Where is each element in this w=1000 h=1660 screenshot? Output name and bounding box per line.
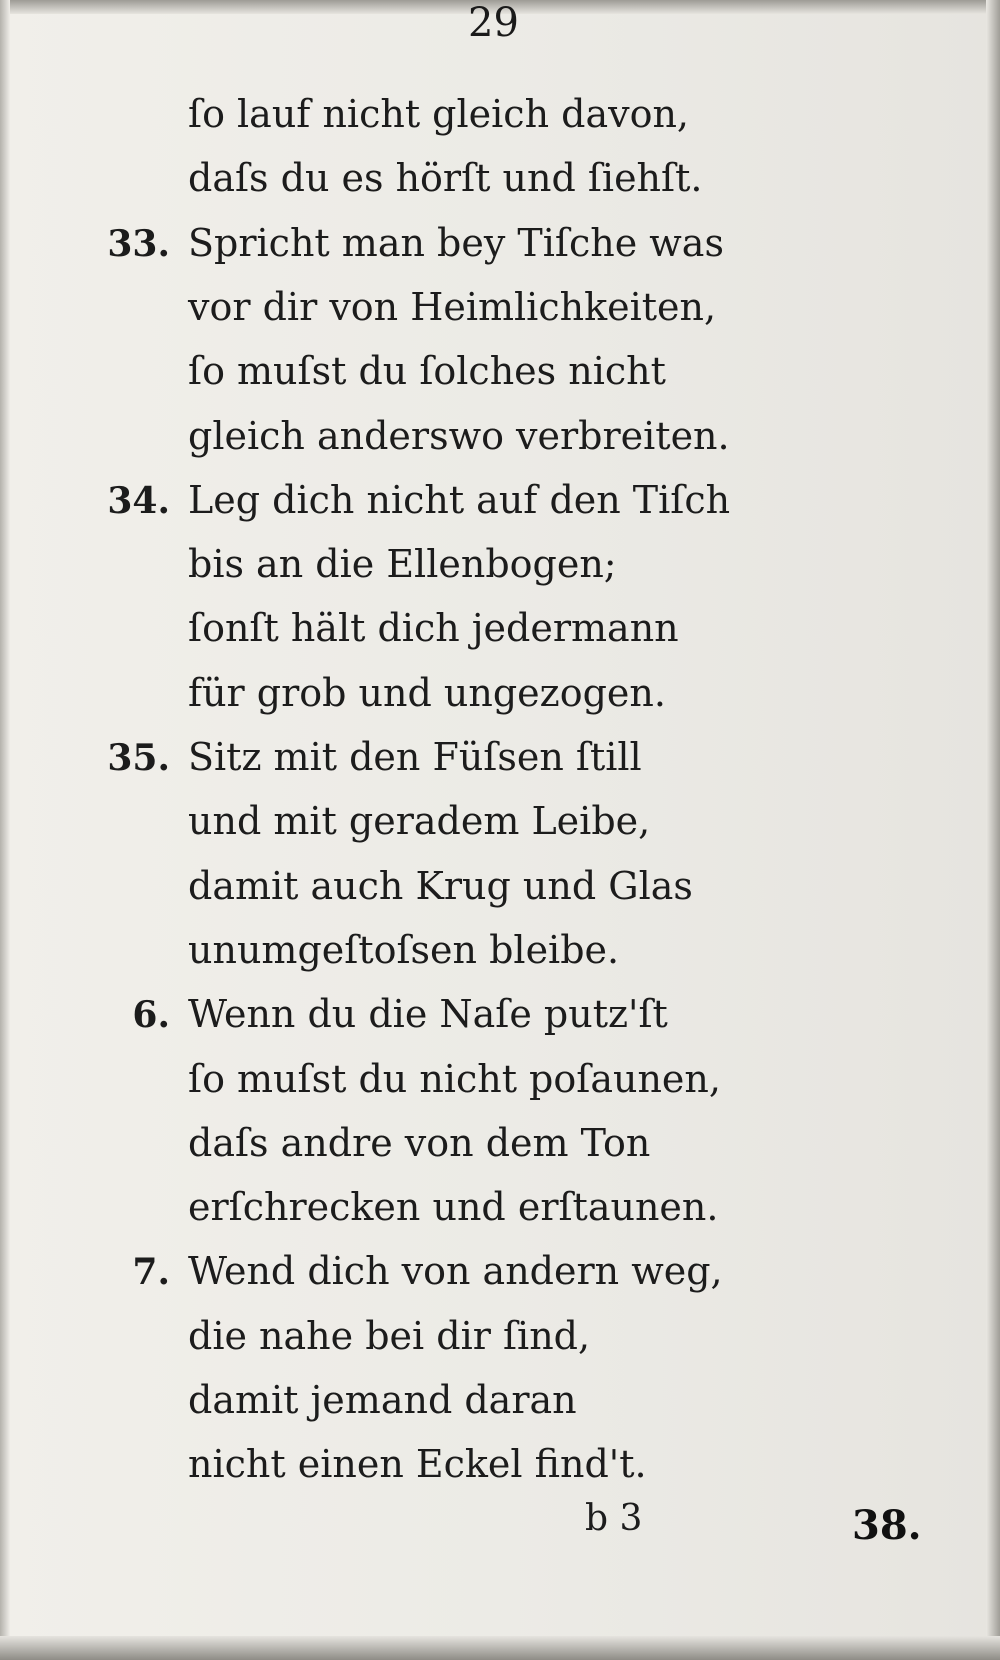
verse-line: unumgeſtoſsen bleibe. bbox=[188, 928, 620, 972]
verse-line: daſs andre von dem Ton bbox=[188, 1121, 651, 1165]
verse-line: ſo lauf nicht gleich davon, bbox=[188, 92, 690, 136]
verse-line: die nahe bei dir ſind, bbox=[188, 1314, 591, 1358]
verse-line: ſo muſst du ſolches nicht bbox=[188, 349, 666, 393]
verse-line: und mit geradem Leibe, bbox=[188, 799, 651, 843]
verse-line: ſonſt hält dich jedermann bbox=[188, 606, 679, 650]
page-edge-right bbox=[986, 0, 1000, 1660]
verse-line: bis an die Ellenbogen; bbox=[188, 542, 617, 586]
page-edge-bottom bbox=[0, 1636, 1000, 1660]
verse-number: 7. bbox=[132, 1251, 170, 1293]
verse-line: Sitz mit den Füſsen ſtill bbox=[188, 735, 642, 779]
verse-line: damit jemand daran bbox=[188, 1378, 577, 1422]
verse-line: daſs du es hörſt und ſiehſt. bbox=[188, 156, 703, 200]
page-number: 29 bbox=[468, 0, 519, 46]
signature-mark: b 3 bbox=[585, 1498, 643, 1539]
verse-line: für grob und ungezogen. bbox=[188, 671, 666, 715]
verse-line: Spricht man bey Tiſche was bbox=[188, 221, 724, 265]
verse-line: vor dir von Heimlichkeiten, bbox=[188, 285, 717, 329]
page-edge-left bbox=[0, 0, 10, 1660]
verse-line: Wenn du die Naſe putz'ſt bbox=[188, 992, 668, 1036]
verse-line: ſo muſst du nicht poſaunen, bbox=[188, 1057, 721, 1101]
verse-number: 35. bbox=[107, 737, 170, 779]
verse-line: Wend dich von andern weg, bbox=[188, 1249, 723, 1293]
verse-line: Leg dich nicht auf den Tiſch bbox=[188, 478, 731, 522]
verse-number: 34. bbox=[107, 480, 170, 522]
catchword: 38. bbox=[852, 1502, 922, 1549]
verse-number: 6. bbox=[132, 994, 170, 1036]
verse-number: 33. bbox=[107, 223, 170, 265]
verse-line: gleich anderswo verbreiten. bbox=[188, 414, 730, 458]
verse-line: erſchrecken und erſtaunen. bbox=[188, 1185, 719, 1229]
verse-line: damit auch Krug und Glas bbox=[188, 864, 693, 908]
verse-line: nicht einen Eckel find't. bbox=[188, 1442, 647, 1486]
